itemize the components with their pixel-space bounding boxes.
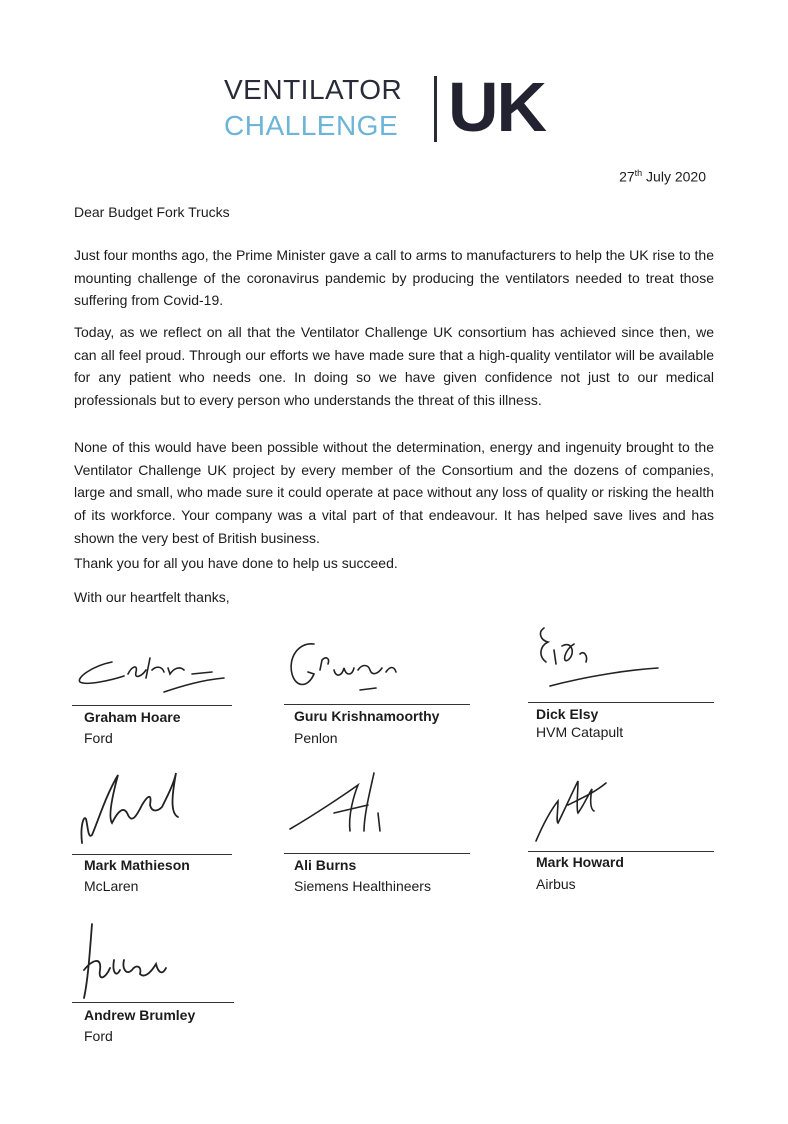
signature-line (528, 851, 714, 852)
signatory-organization: Airbus (536, 876, 576, 892)
signatory-name: Ali Burns (294, 857, 357, 873)
handwritten-signature-image (528, 620, 718, 700)
signatory-name: Graham Hoare (84, 709, 181, 725)
letter-date (619, 168, 706, 185)
body-paragraph: Just four months ago, the Prime Minister gave a call to arms to manufacturers to help the UK rise to the mounting challenge of the coronavirus pandemic by producing the ventilators needed to treat those suffering from Covid-19. (74, 247, 714, 309)
signatory-name: Mark Mathieson (84, 857, 190, 873)
handwritten-signature-image (72, 640, 242, 710)
signature-line (72, 1002, 234, 1003)
signatory-organization: Ford (84, 1028, 113, 1044)
body-paragraph: None of this would have been possible without the determination, energy and ingenuity brought to the Ventilator Challenge UK project by every member of the Consortium and the dozens of companies, large and small, who made sure it could operate at pace without any loss of quality or risking the health of its workforce. Your company was a vital part of that endeavour. It has helped save lives and has shown the very best of British business. (74, 439, 714, 546)
logo-divider (434, 76, 437, 142)
signatory-name: Guru Krishnamoorthy (294, 708, 440, 724)
signatory-name: Dick Elsy (536, 706, 599, 722)
signatory-organization: McLaren (84, 878, 139, 894)
logo-text-challenge: CHALLENGE (224, 110, 399, 141)
logo-text-uk: UK (448, 68, 546, 146)
handwritten-signature-image (72, 920, 242, 1005)
handwritten-signature-image (284, 765, 464, 855)
date-suffix: th (634, 168, 643, 178)
salutation: Dear Budget Fork Trucks (74, 204, 230, 220)
handwritten-signature-image (528, 765, 718, 855)
signatory-organization: Penlon (294, 730, 338, 746)
ventilator-challenge-uk-logo (224, 70, 564, 146)
signature-line (72, 854, 232, 855)
closing-line: With our heartfelt thanks, (74, 589, 230, 605)
signatory-organization: Ford (84, 730, 113, 746)
body-paragraph: Today, as we reflect on all that the Ventilator Challenge UK consortium has achieved since then, we can all feel proud. Through our efforts we have made sure that a high-quality ventilator will be available for any patient who needs one. In doing so we have given confidence not just to our medical professionals but to every person who understands the threat of this illness. (74, 324, 714, 409)
handwritten-signature-image (72, 765, 242, 855)
signature-line (528, 702, 714, 703)
signature-line (284, 704, 470, 705)
date-month-year: July 2020 (642, 168, 706, 185)
signatory-organization: Siemens Healthineers (294, 878, 431, 894)
date-day: 27 (619, 168, 635, 185)
handwritten-signature-image (284, 630, 464, 705)
signatory-organization: HVM Catapult (536, 724, 624, 740)
logo-text-ventilator: VENTILATOR (224, 74, 403, 105)
signature-line (284, 853, 470, 854)
signatory-name: Andrew Brumley (84, 1007, 196, 1023)
signature-line (72, 705, 232, 706)
thanks-line: Thank you for all you have done to help us succeed. (74, 555, 398, 571)
signatory-name: Mark Howard (536, 854, 624, 870)
